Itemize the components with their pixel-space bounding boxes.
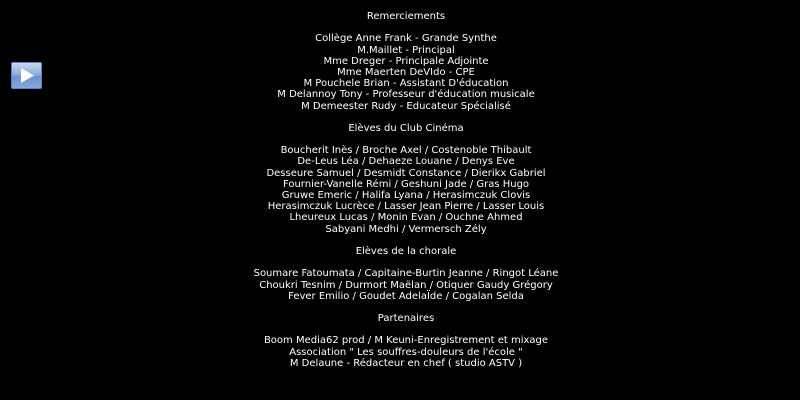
choir-student-line: Soumare Fatoumata / Capitaine-Burtin Jeanne / Ringot Léane bbox=[253, 268, 559, 280]
school-credit-line: M.Maillet - Principal bbox=[357, 44, 455, 56]
partner-line: M Delaune - Rédacteur en chef ( studio ASTV ) bbox=[289, 357, 523, 369]
partners-list bbox=[200, 335, 612, 369]
club-student-line: Boucherit Inès / Broche Axel / Costenoble Thibault bbox=[280, 145, 532, 157]
partner-line: Association " Les souffres-douleurs de l'école " bbox=[289, 346, 523, 358]
partner-line: Boom Media62 prod / M Keuni-Enregistrement et mixage bbox=[263, 335, 549, 347]
school-credit-line: Mme Dreger - Principale Adjointe bbox=[323, 55, 489, 67]
school-credit-line: Mme Maerten DeVIdo - CPE bbox=[337, 66, 475, 78]
choir-students bbox=[200, 268, 612, 302]
play-button[interactable] bbox=[11, 62, 42, 89]
play-icon bbox=[21, 68, 34, 83]
school-credit-line: M Delannoy Tony - Professeur d'éducation musicale bbox=[277, 89, 535, 101]
club-student-line: Fournier-Vanelle Rémi / Geshuni Jade / Gras Hugo bbox=[282, 178, 530, 190]
club-students bbox=[200, 145, 612, 235]
partners-heading: Partenaires bbox=[377, 313, 435, 325]
school-credit-line: M Demeester Rudy - Educateur Spécialisé bbox=[301, 100, 511, 112]
school-credit-line: Collège Anne Frank - Grande Synthe bbox=[315, 33, 497, 45]
choir-student-line: Choukri Tesnim / Durmort Maëlan / Otiquer Gaudy Grégory bbox=[259, 279, 553, 291]
club-student-line: Gruwe Emeric / Halifa Lyana / Herasimczuk Clovis bbox=[281, 190, 531, 201]
choir-heading: Elèves de la chorale bbox=[355, 245, 457, 257]
credits-text bbox=[200, 11, 612, 369]
club-student-line: Lheureux Lucas / Monin Evan / Ouchne Ahmed bbox=[289, 212, 523, 224]
club-student-line: Herasimczuk Lucrèce / Lasser Jean Pierre / Lasser Louis bbox=[267, 201, 545, 213]
club-heading: Elèves du Club Cinéma bbox=[348, 122, 464, 134]
credits-title: Remerciements bbox=[366, 11, 446, 22]
school-credit-line: M Pouchele Brian - Assistant D'éducation bbox=[303, 78, 509, 90]
club-student-line: De-Leus Léa / Dehaeze Louane / Denys Eve bbox=[297, 156, 515, 168]
choir-student-line: Fever Emilio / Goudet AdelaÏde / Cogalan Selda bbox=[288, 290, 524, 302]
club-student-line: Desseure Samuel / Desmidt Constance / Dierikx Gabriel bbox=[266, 167, 546, 179]
club-student-line: Sabyani Medhi / Vermersch Zély bbox=[325, 223, 487, 235]
school-credits bbox=[200, 33, 612, 111]
